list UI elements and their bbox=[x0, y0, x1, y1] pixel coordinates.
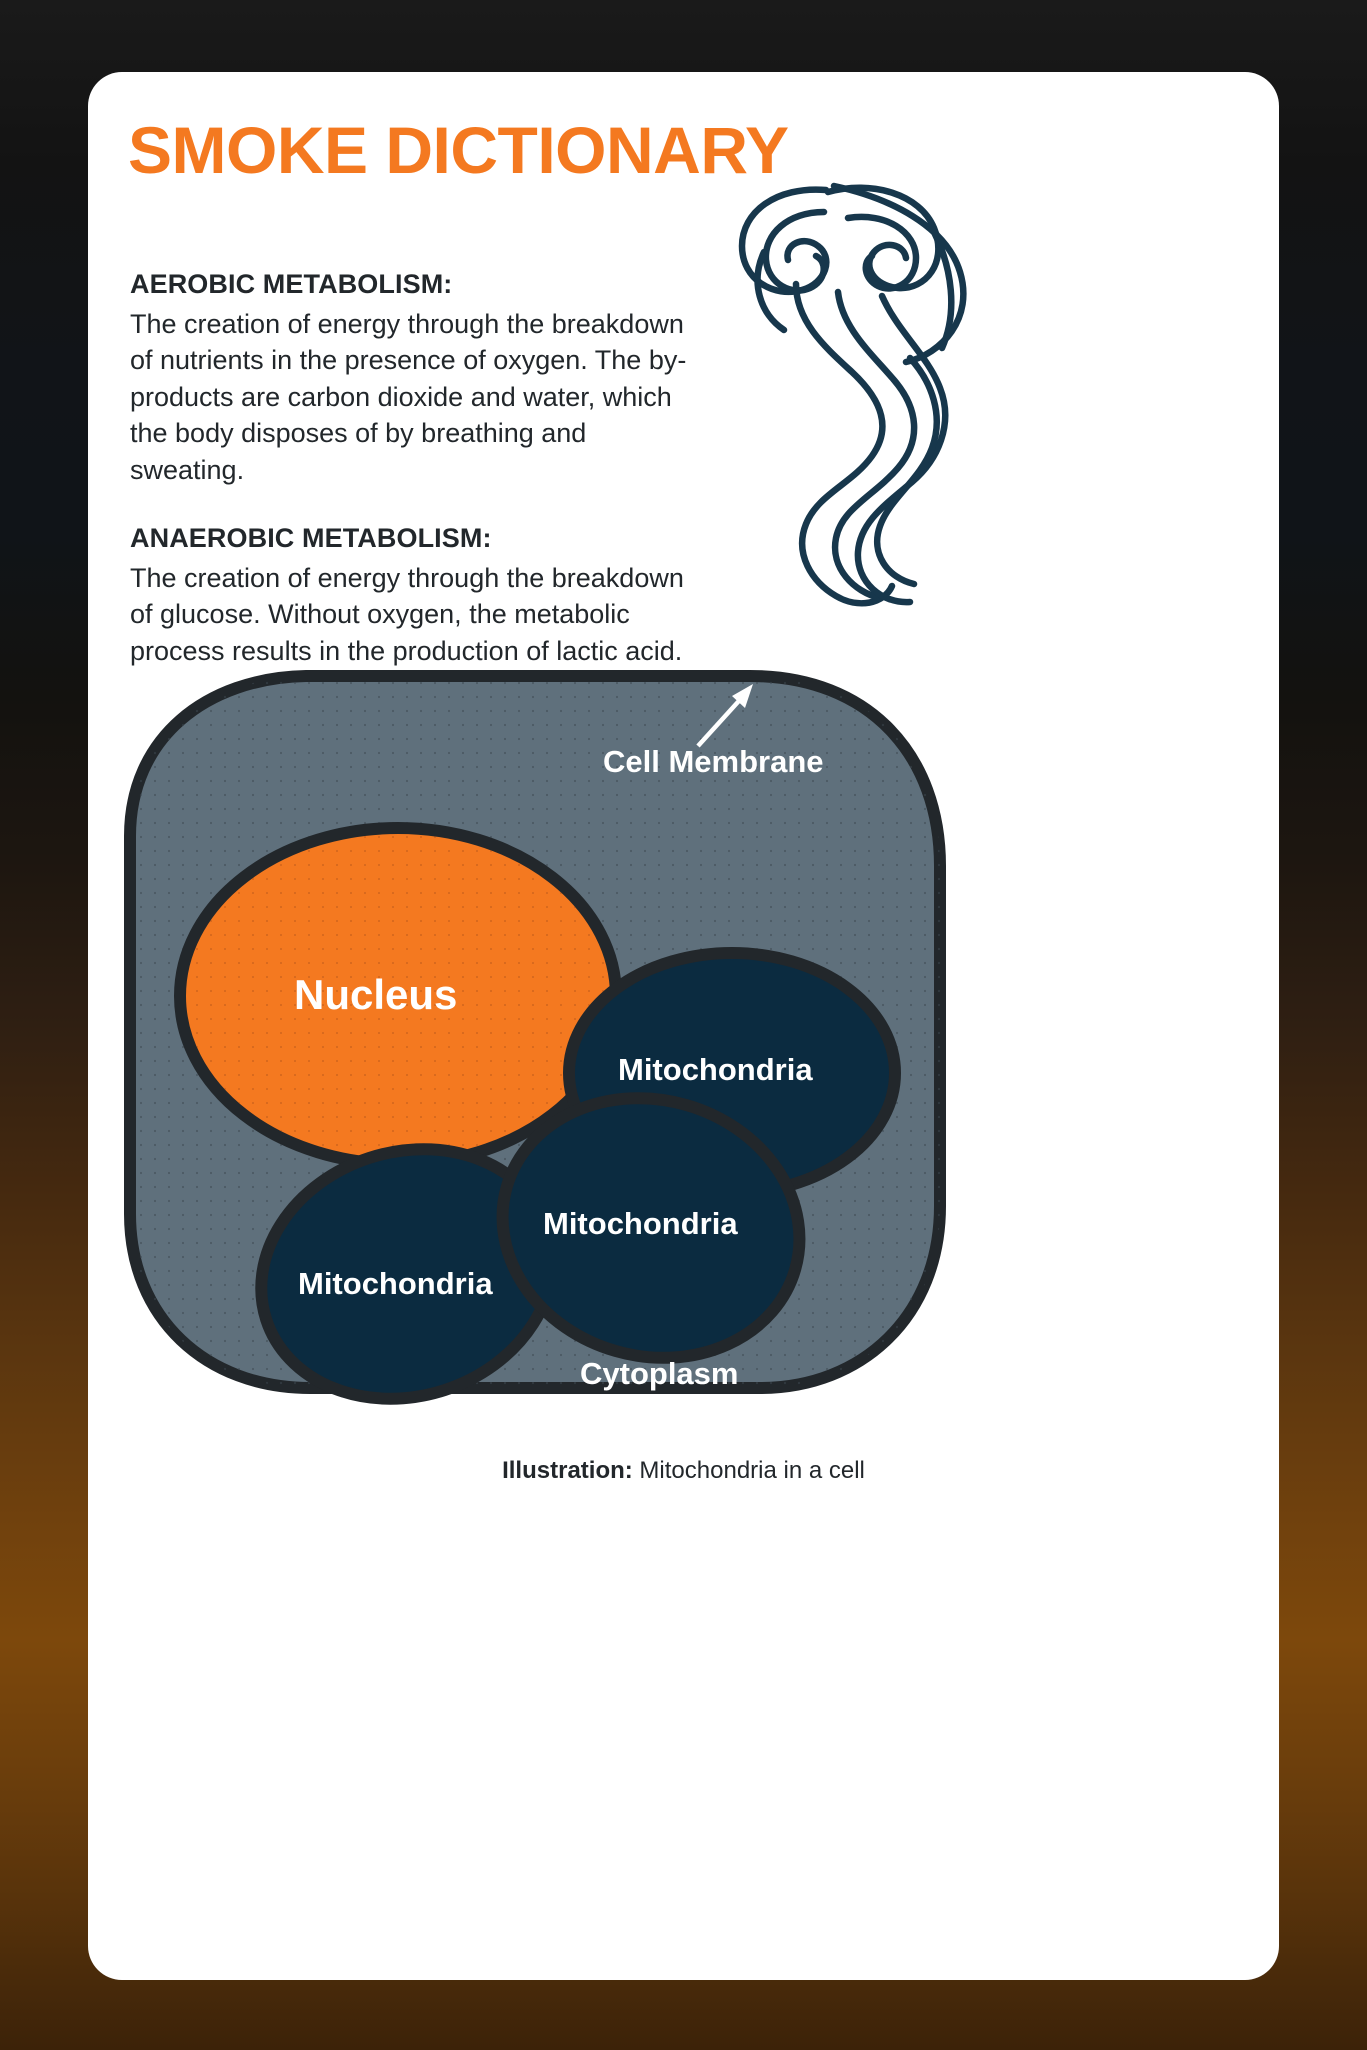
definition-term-anaerobic: ANAEROBIC METABOLISM: bbox=[130, 522, 492, 553]
label-cytoplasm: Cytoplasm bbox=[580, 1356, 739, 1391]
caption-text: Mitochondria in a cell bbox=[632, 1457, 865, 1484]
caption-label: Illustration: bbox=[502, 1457, 633, 1484]
content-card bbox=[88, 72, 1279, 1980]
label-cell-membrane: Cell Membrane bbox=[603, 744, 824, 779]
label-mitochondria-3: Mitochondria bbox=[543, 1206, 738, 1241]
definitions-spacer bbox=[130, 488, 690, 522]
nucleus-shape bbox=[180, 828, 616, 1164]
cell-diagram-svg bbox=[110, 666, 960, 1406]
definition-text-anaerobic: The creation of energy through the breakdown of glucose. Without oxygen, the metabolic process results in the production of lactic acid. bbox=[130, 562, 684, 666]
cell-diagram bbox=[110, 666, 960, 1406]
definition-term-aerobic: AEROBIC METABOLISM: bbox=[130, 269, 453, 299]
page-title: SMOKE DICTIONARY bbox=[128, 113, 789, 187]
label-nucleus: Nucleus bbox=[294, 971, 458, 1018]
definitions-column bbox=[130, 268, 690, 669]
illustration-caption bbox=[88, 1457, 1279, 1485]
definition-text-aerobic: The creation of energy through the breakdown of nutrients in the presence of oxygen. The by-products are carbon dioxide and water, which the body disposes of by breathing and sweating. bbox=[130, 308, 687, 485]
label-mitochondria-2: Mitochondria bbox=[298, 1266, 493, 1301]
label-mitochondria-1: Mitochondria bbox=[618, 1052, 813, 1087]
smoke-swirl-icon bbox=[676, 172, 1006, 642]
